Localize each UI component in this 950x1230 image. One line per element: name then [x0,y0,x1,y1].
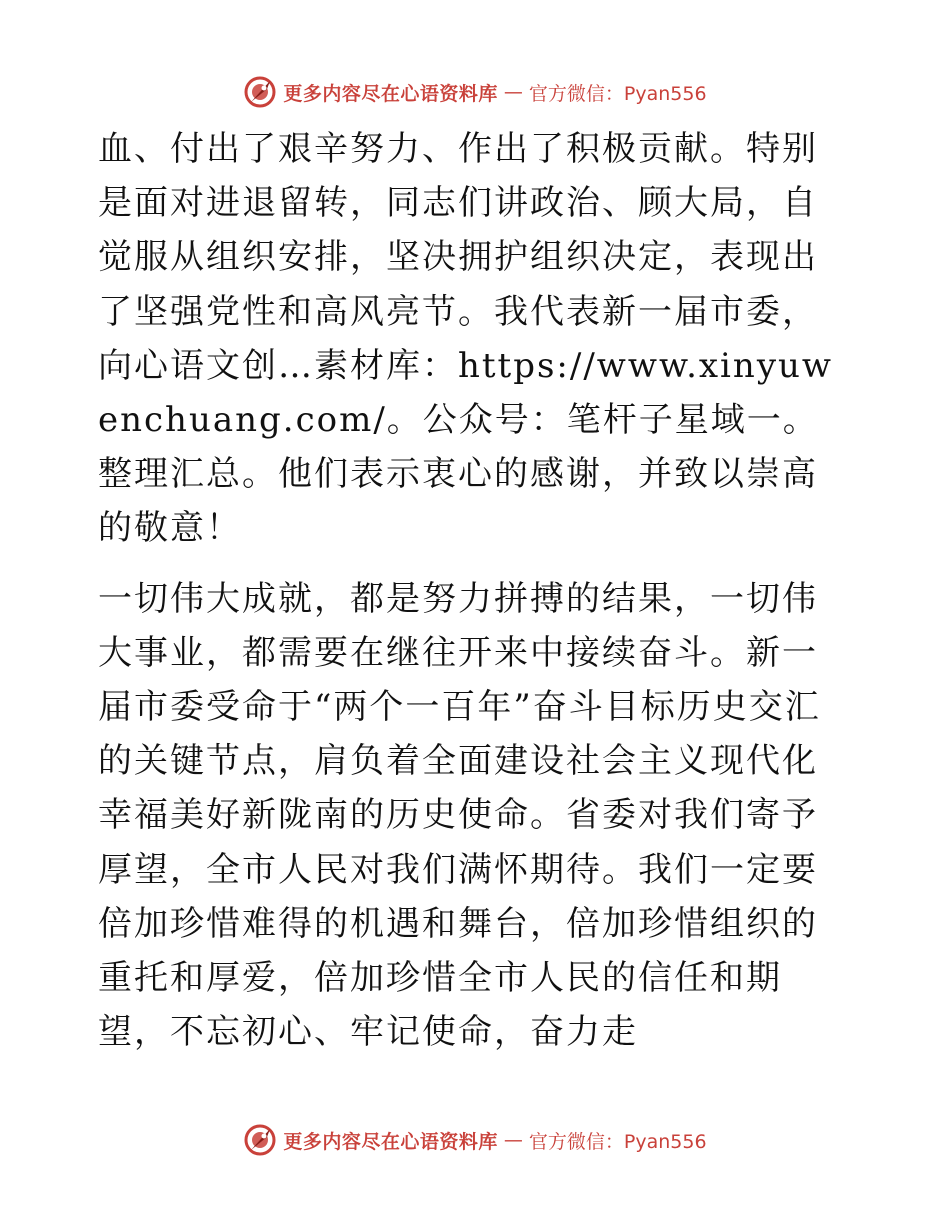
brand-logo-icon [243,75,277,109]
banner-title: 更多内容尽在心语资料库 [283,82,498,105]
banner-wechat: 官方微信：Pyan556 [528,1130,707,1153]
banner-dash: — [503,1129,523,1151]
paragraph-2: 一切伟大成就，都是努力拼搏的结果，一切伟大事业，都需要在继往开来中接续奋斗。新一届市委受命于“两个一百年”奋斗目标历史交汇的关键节点，肩负着全面建设社会主义现代化幸福美好新陇南的历史使命。省委对我们寄予厚望，全市人民对我们满怀期待。我们一定要倍加珍惜难得的机遇和舞台，倍加珍惜组织的重托和厚爱，倍加珍惜全市人民的信任和期望，不忘初心、牢记使命，奋力走 [98,578,821,1053]
brand-logo-icon [243,1123,277,1157]
paragraph-1: 血、付出了艰辛努力、作出了积极贡献。特别是面对进退留转，同志们讲政治、顾大局，自觉服从组织安排，坚决拥护组织决定，表现出了坚强党性和高风亮节。我代表新一届市委，向心语文创…素材库：https://www.xinyuwenchuang.com/。公众号：笔杆子星域一。整理汇总。他们表示衷心的感谢，并致以崇高的敬意！ [98,129,834,549]
document-body [98,122,850,1059]
banner-title: 更多内容尽在心语资料库 [283,1130,498,1153]
banner-dash: — [503,81,523,103]
banner-wechat: 官方微信：Pyan556 [528,82,707,105]
footer-banner [0,1120,950,1160]
header-banner [0,72,950,112]
